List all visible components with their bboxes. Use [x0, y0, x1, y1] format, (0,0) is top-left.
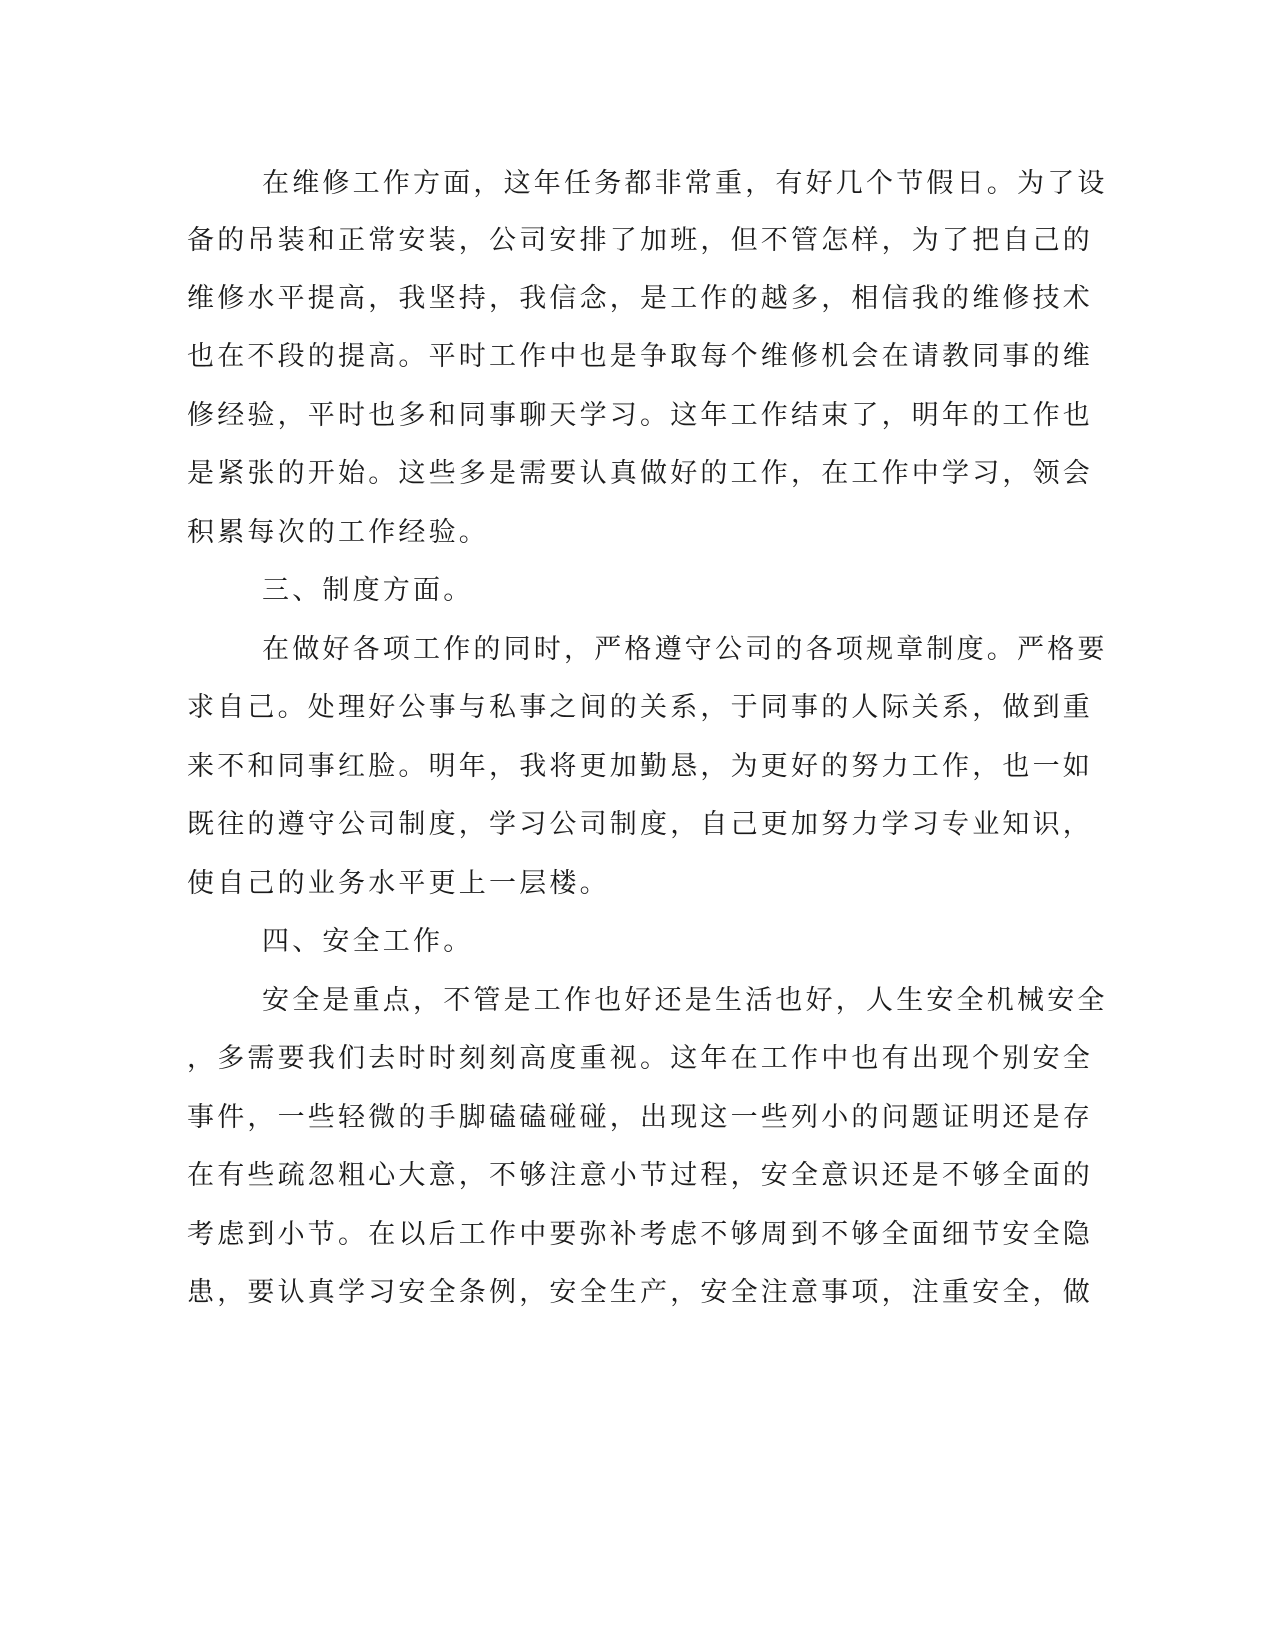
paragraph-line: 备的吊装和正常安装，公司安排了加班，但不管怎样，为了把自己的 [187, 225, 1093, 256]
section-heading: 三、制度方面。 [262, 575, 474, 606]
paragraph-line: 求自己。处理好公事与私事之间的关系，于同事的人际关系，做到重 [187, 692, 1093, 723]
paragraph-line: 事件，一些轻微的手脚磕磕碰碰，出现这一些列小的问题证明还是存 [187, 1102, 1093, 1133]
paragraph-line: 在维修工作方面，这年任务都非常重，有好几个节假日。为了设 [262, 168, 1108, 199]
paragraph-line: 修经验，平时也多和同事聊天学习。这年工作结束了，明年的工作也 [187, 400, 1093, 431]
paragraph-line: 在有些疏忽粗心大意，不够注意小节过程，安全意识还是不够全面的 [187, 1160, 1093, 1191]
paragraph-line: 是紧张的开始。这些多是需要认真做好的工作，在工作中学习，领会 [187, 458, 1093, 489]
paragraph-line: 安全是重点，不管是工作也好还是生活也好，人生安全机械安全 [262, 985, 1108, 1016]
paragraph-line: 来不和同事红脸。明年，我将更加勤恳，为更好的努力工作，也一如 [187, 751, 1093, 782]
paragraph-line: 患，要认真学习安全条例，安全生产，安全注意事项，注重安全，做 [187, 1277, 1093, 1308]
paragraph-line: 既往的遵守公司制度，学习公司制度，自己更加努力学习专业知识， [187, 809, 1093, 840]
paragraph-line: 也在不段的提高。平时工作中也是争取每个维修机会在请教同事的维 [187, 341, 1093, 372]
paragraph-line: 使自己的业务水平更上一层楼。 [187, 868, 610, 899]
paragraph-line: 在做好各项工作的同时，严格遵守公司的各项规章制度。严格要 [262, 634, 1108, 665]
paragraph-line: ，多需要我们去时时刻刻高度重视。这年在工作中也有出现个别安全 [187, 1043, 1093, 1074]
paragraph-line: 积累每次的工作经验。 [187, 517, 489, 548]
section-heading: 四、安全工作。 [262, 926, 474, 957]
paragraph-line: 维修水平提高，我坚持，我信念，是工作的越多，相信我的维修技术 [187, 283, 1093, 314]
paragraph-line: 考虑到小节。在以后工作中要弥补考虑不够周到不够全面细节安全隐 [187, 1219, 1093, 1250]
